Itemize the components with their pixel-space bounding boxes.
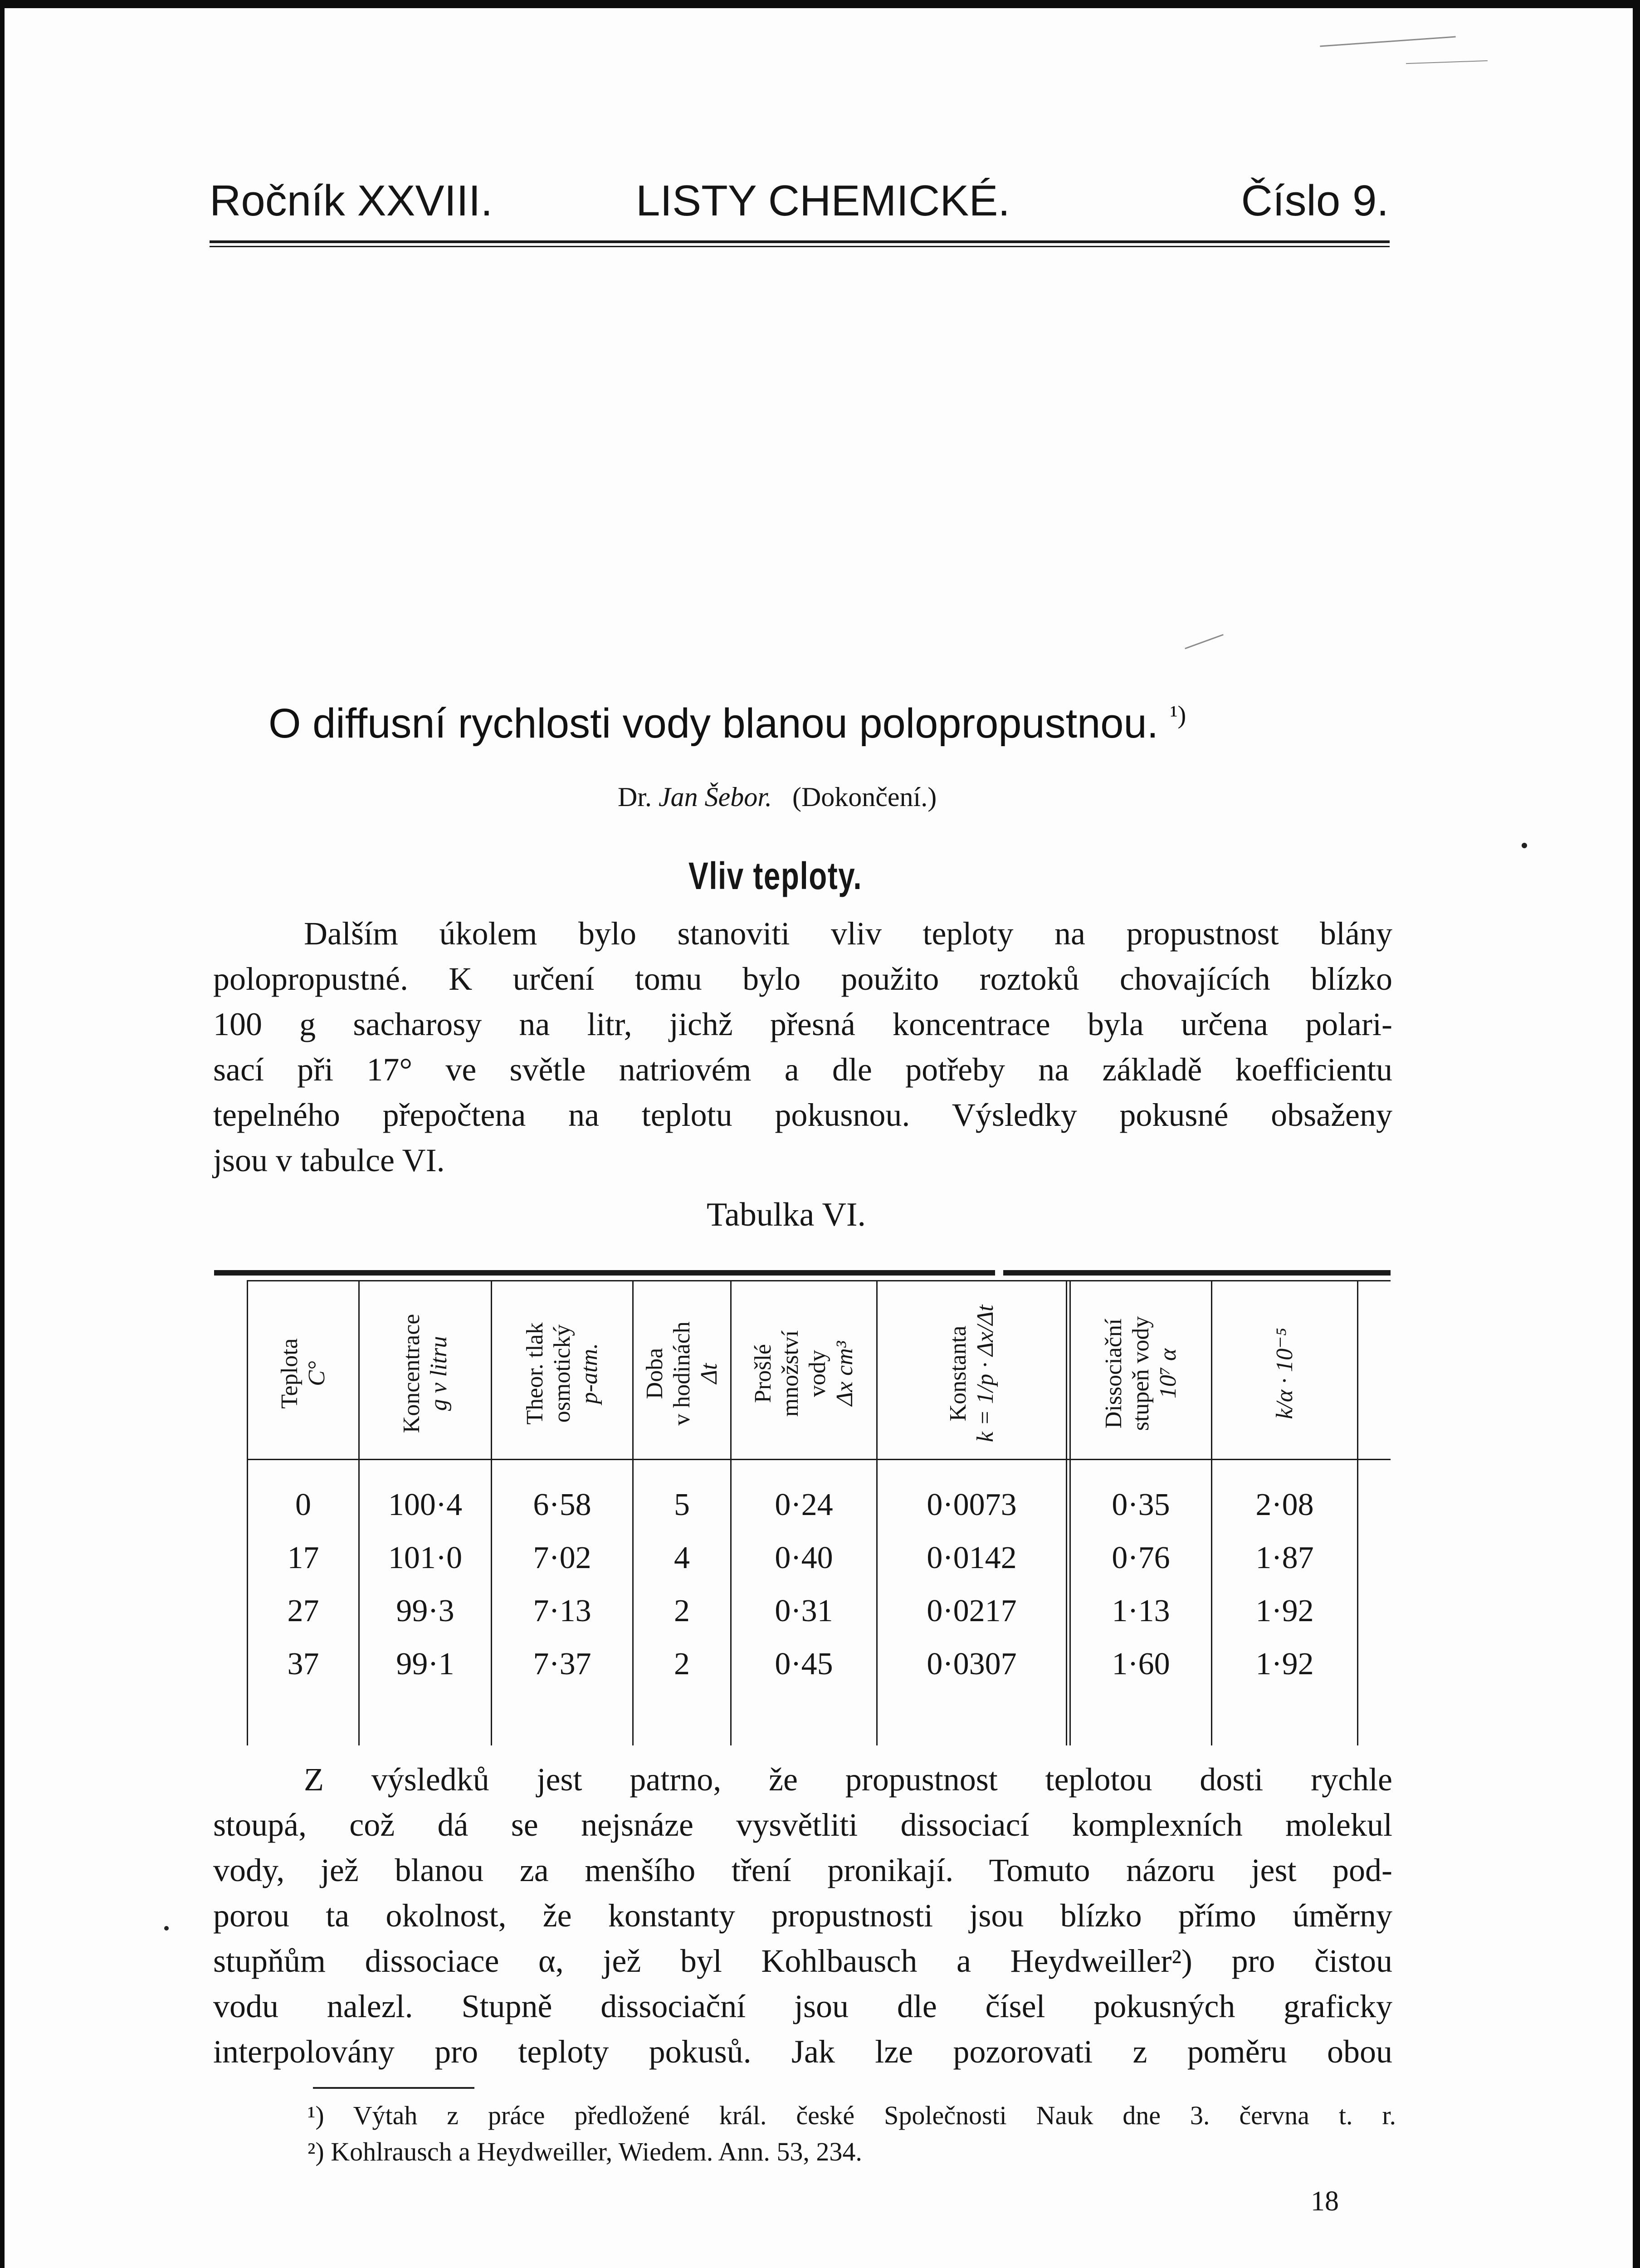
header-dissociation — [1071, 1292, 1211, 1455]
table-cell: 0·31 — [775, 1593, 833, 1628]
header-water-amount — [732, 1292, 876, 1455]
issue-label: Číslo 9. — [1241, 176, 1389, 225]
section-title: Vliv teploty. — [688, 855, 863, 897]
paragraph-line: tepelného přepočtena na teplotu pokusnou. Výsledky pokusné obsaženy — [213, 1097, 1392, 1133]
paragraph-line: vody, jež blanou za menšího tření pronikají. Tomuto názoru jest pod- — [213, 1852, 1392, 1888]
table-caption: Tabulka VI. — [707, 1196, 866, 1233]
col-rule — [1357, 1280, 1358, 1745]
author-prefix: Dr. — [618, 782, 652, 812]
table-cell: 0·40 — [775, 1540, 833, 1575]
header-temperature — [248, 1292, 358, 1455]
header-rule-thick — [210, 240, 1390, 243]
paragraph-line: stupňům dissociace α, jež byl Kohlbausch a Heydweiller²) pro čistou — [213, 1943, 1392, 1979]
table-cell: 4 — [674, 1540, 690, 1575]
header-line: v hodinách — [669, 1321, 695, 1426]
table-cell: 99·3 — [396, 1593, 454, 1628]
scan-speck — [1522, 843, 1527, 848]
paragraph-line: sací při 17° ve světle natriovém a dle potřeby na základě koefficientu — [213, 1051, 1392, 1088]
footnote-1 — [308, 2100, 1396, 2131]
table-cell: 1·60 — [1112, 1647, 1170, 1681]
header-osmotic-pressure — [492, 1292, 632, 1455]
header-line: Dissociační — [1100, 1318, 1127, 1429]
col-rule — [1066, 1280, 1067, 1745]
header-line: k/α · 10⁻⁵ — [1271, 1328, 1298, 1419]
header-rule-thin — [210, 246, 1390, 247]
table-cell: 2·08 — [1255, 1487, 1314, 1522]
paragraph-line: porou ta okolnost, že konstanty propustnosti jsou blízko přímo úměrny — [213, 1897, 1392, 1934]
table-cell: 27 — [287, 1593, 319, 1628]
table-cell: 0·0073 — [927, 1487, 1017, 1522]
table-cell: 7·13 — [533, 1593, 591, 1628]
table-top-rule-thin — [247, 1280, 1391, 1281]
table-cell: 1·92 — [1255, 1647, 1314, 1681]
table-cell: 0 — [295, 1487, 311, 1522]
table-cell: 2 — [674, 1593, 690, 1628]
header-line: k = 1/p · Δx/Δt — [972, 1305, 998, 1442]
table-vi — [214, 1265, 1391, 1745]
table-top-rule-right — [1003, 1270, 1391, 1276]
paragraph-line: Z výsledků jest patrno, že propustnost teplotou dosti rychle — [304, 1761, 1392, 1798]
journal-page — [5, 8, 1633, 2268]
header-line: Konstanta — [945, 1325, 971, 1422]
header-constant — [878, 1292, 1066, 1455]
table-cell: 2 — [674, 1647, 690, 1681]
paragraph-line: 100 g sacharosy na litr, jichž přesná koncentrace byla určena polari- — [213, 1006, 1392, 1042]
table-cell: 0·0142 — [927, 1540, 1017, 1575]
article-title — [268, 700, 1357, 748]
scan-speck — [164, 1926, 169, 1931]
paragraph-line: polopropustné. K určení tomu bylo použito roztoků chovajících blízko — [213, 961, 1392, 997]
paragraph-line: Dalším úkolem bylo stanoviti vliv teploty na propustnost blány — [304, 915, 1392, 952]
table-cell: 0·45 — [775, 1647, 833, 1681]
table-cell: 5 — [674, 1487, 690, 1522]
header-line: Doba — [641, 1348, 668, 1399]
paragraph-1 — [213, 911, 1392, 1183]
table-cell: 100·4 — [388, 1487, 463, 1522]
page-number: 18 — [1311, 2186, 1339, 2217]
header-line: Koncentrace — [398, 1314, 425, 1433]
table-cell: 99·1 — [396, 1647, 454, 1681]
footnote-mark: ²) — [308, 2137, 324, 2166]
header-line: osmotický — [549, 1324, 575, 1423]
footnote-2 — [308, 2136, 1396, 2167]
header-divider — [247, 1459, 1391, 1460]
table-cell: 7·37 — [533, 1647, 591, 1681]
table-cell: 1·92 — [1255, 1593, 1314, 1628]
header-line: Δx cm³ — [831, 1341, 858, 1406]
header-ratio — [1212, 1292, 1357, 1455]
table-cell: 1·13 — [1112, 1593, 1170, 1628]
header-concentration — [360, 1292, 491, 1455]
table-cell: 101·0 — [388, 1540, 463, 1575]
footnote-text: Kohlrausch a Heydweiller, Wiedem. Ann. 53, 234. — [331, 2137, 862, 2166]
continuation-note: (Dokončení.) — [792, 782, 937, 812]
footnote-mark: ¹) — [308, 2101, 324, 2130]
header-line: p-atm. — [576, 1343, 602, 1404]
volume-label: Ročník XXVIII. — [210, 176, 493, 225]
header-line: vody — [804, 1350, 830, 1398]
header-line: 10⁷ α — [1155, 1348, 1181, 1399]
table-cell: 0·24 — [775, 1487, 833, 1522]
footnote-rule — [313, 2087, 474, 2089]
byline — [618, 782, 937, 813]
table-top-rule-left — [214, 1270, 995, 1276]
scan-scratch — [1185, 634, 1224, 650]
table-cell: 37 — [287, 1647, 319, 1681]
table-cell: 0·0307 — [927, 1647, 1017, 1681]
table-cell: 0·35 — [1112, 1487, 1170, 1522]
table-cell: 6·58 — [533, 1487, 591, 1522]
paragraph-line: stoupá, což dá se nejsnáze vysvětliti dissociací komplexních molekul — [213, 1807, 1392, 1843]
header-line: stupeň vody — [1128, 1316, 1154, 1431]
table-cell: 1·87 — [1255, 1540, 1314, 1575]
paragraph-line: vodu nalezl. Stupně dissociační jsou dle čísel pokusných graficky — [213, 1988, 1392, 2024]
table-cell: 0·76 — [1112, 1540, 1170, 1575]
article-title-text: O diffusní rychlosti vody blanou polopropustnou. — [268, 700, 1159, 747]
author-name: Jan Šebor. — [659, 782, 772, 812]
header-line: Prošlé — [750, 1344, 776, 1403]
scan-scratch — [1320, 36, 1455, 47]
header-duration — [634, 1292, 730, 1455]
header-line: g v litru — [425, 1336, 452, 1411]
title-footnote-mark: ¹) — [1170, 701, 1186, 729]
paragraph-2 — [213, 1757, 1392, 2074]
running-head — [210, 176, 1389, 230]
paragraph-line: interpolovány pro teploty pokusů. Jak lze pozorovati z poměru obou — [213, 2033, 1392, 2070]
footnote-text: Výtah z práce předložené král. české Společnosti Nauk dne 3. června t. r. — [353, 2101, 1396, 2130]
scan-scratch — [1406, 60, 1488, 64]
paragraph-line: jsou v tabulce VI. — [213, 1142, 445, 1178]
table-cell: 17 — [287, 1540, 319, 1575]
header-line: Δt — [696, 1363, 722, 1384]
header-line: Theor. tlak — [522, 1322, 548, 1425]
header-line: Teplota — [276, 1338, 303, 1409]
journal-title: LISTY CHEMICKÉ. — [636, 176, 1010, 225]
table-cell: 0·0217 — [927, 1593, 1017, 1628]
header-line: množství — [777, 1330, 803, 1417]
header-line: C° — [303, 1361, 330, 1386]
table-cell: 7·02 — [533, 1540, 591, 1575]
